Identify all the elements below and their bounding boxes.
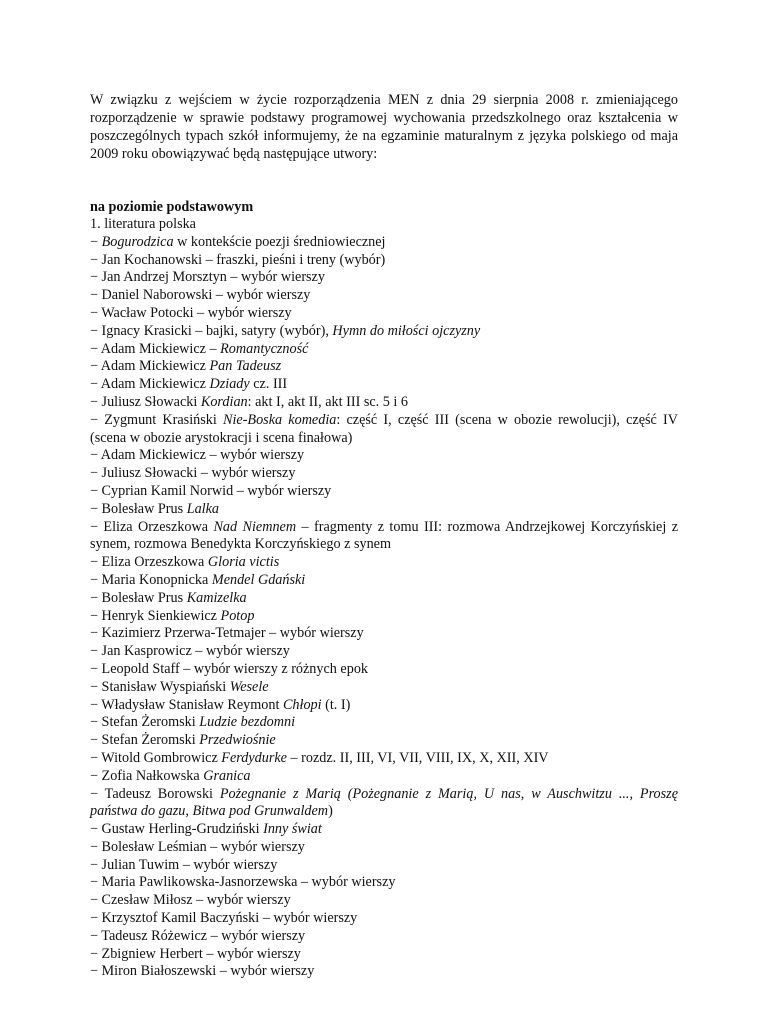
list-item xyxy=(90,608,678,626)
item-text: − Juliusz Słowacki – wybór wierszy xyxy=(90,465,296,482)
item-text: − Maria Konopnicka xyxy=(90,571,212,588)
list-item xyxy=(90,287,678,305)
item-title: Chłopi xyxy=(282,696,322,713)
works-list xyxy=(90,216,678,981)
list-item xyxy=(90,768,678,786)
item-text: − Witold Gombrowicz xyxy=(90,749,222,766)
item-text: − Gustaw Herling-Grudziński xyxy=(90,821,264,838)
list-item xyxy=(90,305,678,323)
item-title: Przedwiośnie xyxy=(199,732,276,749)
item-text: − Stefan Żeromski xyxy=(90,714,200,731)
item-text: − Czesław Miłosz – wybór wierszy xyxy=(90,892,291,909)
item-title: Bogurodzica xyxy=(101,233,174,250)
subsection-heading: 1. literatura polska xyxy=(90,216,196,232)
item-text: − Tadeusz Borowski xyxy=(90,785,220,802)
intro-paragraph: W związku z wejściem w życie rozporządzenia MEN z dnia 29 sierpnia 2008 r. zmieniającego rozporządzenie w sprawie podstawy programowej wychowania przedszkolnego oraz kształcenia w poszczególnych typach szkół informujemy, że na egzaminie maturalnym z języka polskiego od maja 2009 roku obowiązywać będą następujące utwory: xyxy=(90,92,678,162)
item-text: − Maria Pawlikowska-Jasnorzewska – wybór wierszy xyxy=(90,874,396,891)
list-item xyxy=(90,892,678,910)
item-text-after: : część I, część III (scena w obozie rewolucji), część IV (scena w obozie arystokracji i scena finałowa) xyxy=(90,411,678,446)
item-text: − Adam Mickiewicz – wybór wierszy xyxy=(90,447,305,464)
item-text: − Adam Mickiewicz xyxy=(90,358,210,375)
list-item xyxy=(90,750,678,768)
item-title: Nad Niemnem xyxy=(213,518,297,535)
item-title: Dziady xyxy=(209,376,250,393)
item-text: − Stanisław Wyspiański xyxy=(90,678,230,695)
item-text: − Jan Kochanowski – fraszki, pieśni i treny (wybór) xyxy=(90,251,386,268)
list-item xyxy=(90,341,678,359)
item-text: − Bolesław Prus xyxy=(90,500,187,517)
list-item xyxy=(90,946,678,964)
item-text: − xyxy=(90,233,102,250)
list-item xyxy=(90,394,678,412)
item-text: − Zbigniew Herbert – wybór wierszy xyxy=(90,945,301,962)
item-text: − Tadeusz Różewicz – wybór wierszy xyxy=(90,927,306,944)
item-text: − Ignacy Krasicki – bajki, satyry (wybór), xyxy=(90,322,333,339)
item-text: − Wacław Potocki – wybór wierszy xyxy=(90,304,292,321)
list-item xyxy=(90,857,678,875)
list-item xyxy=(90,590,678,608)
item-text: − Zofia Nałkowska xyxy=(90,767,204,784)
list-item xyxy=(90,554,678,572)
item-title: Wesele xyxy=(229,678,269,695)
item-title: Pożegnanie z Marią (Pożegnanie z Marią, U nas, w Auschwitzu ..., Proszę państwa do gazu, Bitwa pod Grunwaldem xyxy=(90,785,678,820)
list-item xyxy=(90,519,678,555)
item-text: − Henryk Sienkiewicz xyxy=(90,607,221,624)
list-item xyxy=(90,679,678,697)
list-item xyxy=(90,447,678,465)
list-item xyxy=(90,376,678,394)
list-item xyxy=(90,465,678,483)
item-text-after: – rozdz. II, III, VI, VII, VIII, IX, X, XII, XIV xyxy=(286,749,549,766)
item-title: Gloria victis xyxy=(207,554,280,571)
list-item xyxy=(90,697,678,715)
item-text: − Adam Mickiewicz xyxy=(90,376,210,393)
item-text: − Krzysztof Kamil Baczyński – wybór wierszy xyxy=(90,910,358,927)
item-text: − Stefan Żeromski xyxy=(90,732,200,749)
item-title: Romantyczność xyxy=(220,340,309,357)
item-text: − Jan Kasprowicz – wybór wierszy xyxy=(90,643,290,660)
list-item xyxy=(90,269,678,287)
item-text: − Zygmunt Krasiński xyxy=(90,411,223,428)
item-text: − Adam Mickiewicz – xyxy=(90,340,221,357)
list-item xyxy=(90,661,678,679)
item-title: Lalka xyxy=(186,500,220,517)
list-item xyxy=(90,358,678,376)
list-item xyxy=(90,821,678,839)
item-title: Granica xyxy=(203,767,251,784)
item-title: Kamizelka xyxy=(186,589,247,606)
item-text: − Miron Białoszewski – wybór wierszy xyxy=(90,963,315,980)
item-text: − Kazimierz Przerwa-Tetmajer – wybór wierszy xyxy=(90,625,364,642)
list-item xyxy=(90,714,678,732)
item-text: − Jan Andrzej Morsztyn – wybór wierszy xyxy=(90,269,325,286)
item-text-after: cz. III xyxy=(249,376,288,393)
list-item xyxy=(90,928,678,946)
item-text-after: : akt I, akt II, akt III sc. 5 i 6 xyxy=(247,393,408,410)
list-item xyxy=(90,963,678,981)
list-item xyxy=(90,874,678,892)
list-item xyxy=(90,483,678,501)
item-title: Kordian xyxy=(200,393,248,410)
item-title: Hymn do miłości ojczyzny xyxy=(332,322,481,339)
item-text: − Juliusz Słowacki xyxy=(90,393,201,410)
item-text-after: w kontekście poezji średniowiecznej xyxy=(173,233,386,250)
list-item xyxy=(90,732,678,750)
item-title: Inny świat xyxy=(263,821,322,838)
list-item xyxy=(90,910,678,928)
list-item xyxy=(90,234,678,252)
list-item xyxy=(90,839,678,857)
list-item xyxy=(90,572,678,590)
item-text: − Władysław Stanisław Reymont xyxy=(90,696,283,713)
item-title: Potop xyxy=(220,607,255,624)
item-text-after: (t. I) xyxy=(321,696,351,713)
item-text-after: – fragmenty z tomu III: rozmowa Andrzejkowej Korczyńskiej z synem, rozmowa Benedykta Korczyńskiego z synem xyxy=(90,518,678,553)
list-item xyxy=(90,252,678,270)
item-text: − Daniel Naborowski – wybór wierszy xyxy=(90,287,311,304)
item-text-after: ) xyxy=(328,803,333,820)
item-text: − Bolesław Leśmian – wybór wierszy xyxy=(90,838,305,855)
list-item xyxy=(90,501,678,519)
item-text: − Julian Tuwim – wybór wierszy xyxy=(90,856,278,873)
list-item xyxy=(90,643,678,661)
item-text: − Cyprian Kamil Norwid – wybór wierszy xyxy=(90,482,332,499)
item-title: Ferdydurke xyxy=(221,749,287,766)
item-text: − Eliza Orzeszkowa xyxy=(90,554,208,571)
item-text: − Eliza Orzeszkowa xyxy=(90,518,214,535)
item-title: Mendel Gdański xyxy=(211,571,306,588)
list-item xyxy=(90,625,678,643)
item-title: Nie-Boska komedia xyxy=(223,411,337,428)
list-item xyxy=(90,786,678,822)
item-title: Ludzie bezdomni xyxy=(199,714,296,731)
item-title: Pan Tadeusz xyxy=(209,358,282,375)
item-text: − Bolesław Prus xyxy=(90,589,187,606)
item-text: − Leopold Staff – wybór wierszy z różnych epok xyxy=(90,660,369,677)
list-item xyxy=(90,412,678,448)
list-item xyxy=(90,323,678,341)
section-heading: na poziomie podstawowym xyxy=(90,199,254,215)
